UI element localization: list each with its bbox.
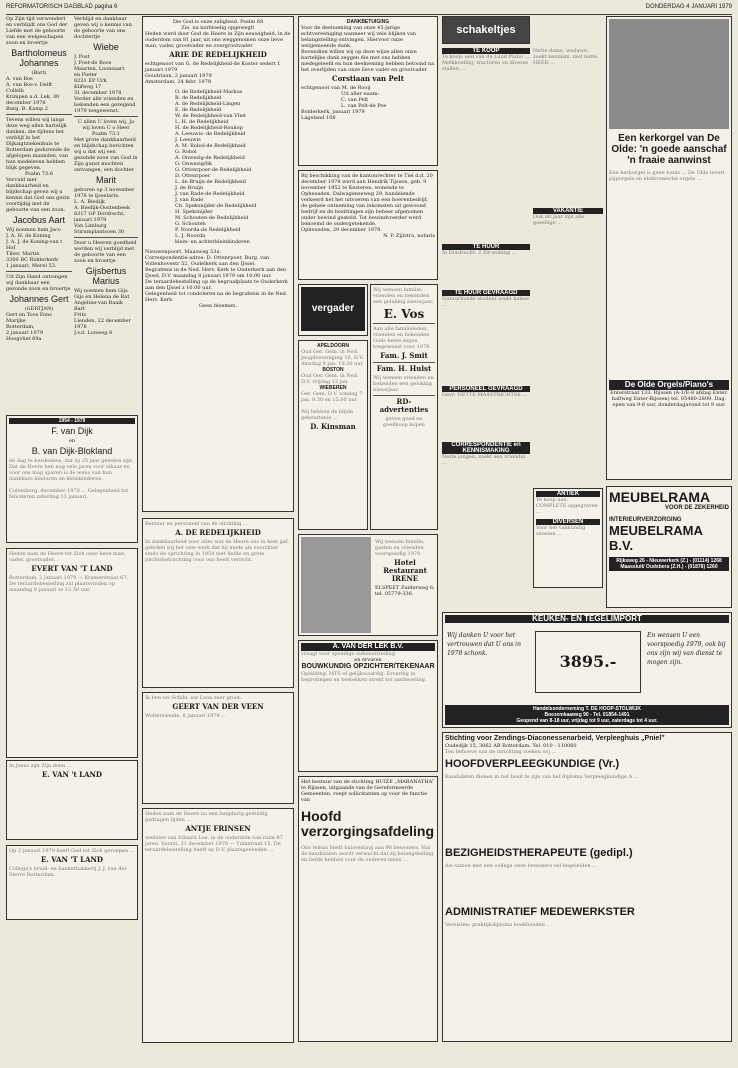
birth-text-3: Door u Heeren goedheid werden wij verblijd met de geboorte van een zoon en broertje: [74, 240, 137, 264]
kinsman-name: D. Kinsman: [310, 422, 356, 431]
obit-family-member: A. M. Robol-de Redelijkheid: [175, 143, 246, 149]
birth-intro: Op Zijn tijd verwondert en verblijdt ons God der Liefde met de geboorte van een welgeschapen zoon en broertje: [6, 16, 68, 46]
birth-nickname: Wij noemen hem Jaco: [6, 227, 61, 233]
irene-address: ELSPEET Zuiderweg 6, tel. 05779-336.: [375, 585, 435, 597]
vanderlek-name: A. VAN DER LEK B.V.: [301, 643, 435, 651]
bouwkundig-title: BOUWKUNDIG OPZICHTER/TEKENAAR: [301, 663, 435, 670]
keuken-thanks: Wij danken U voor het vertrouwen dat U ons in 1978 schonk.: [447, 632, 521, 657]
olde-brand: De Olde Orgels/Piano's: [609, 380, 729, 390]
vacancy-admin: ADMINISTRATIEF MEDEWERKSTER: [445, 906, 635, 918]
geert-name: GEERT VAN DER VEEN: [172, 702, 264, 711]
sec-te-huur: TE HUUR: [442, 244, 530, 250]
obit-family-member: J. de Bruijn: [175, 185, 204, 191]
apeldoorn-heading: APELDOORN: [317, 343, 349, 349]
obit-family-member: L. J. Noorda: [175, 233, 206, 239]
van-t-land-name-2: E. VAN 'T LAND: [41, 855, 103, 864]
birth-column-1: [6, 16, 72, 421]
meubelrama-service: INTERIEURVERZORGING: [609, 517, 682, 523]
paper-name: REFORMATORISCH DAGBLAD pagina 6: [6, 4, 118, 10]
antje-name: ANTJE FRINSEN: [185, 824, 251, 833]
vergader-varia-title: vergader: [301, 287, 365, 331]
obit-family-member: W. de Redelijkheid-van Vliet: [175, 113, 246, 119]
sec-personeel: PERSONEEL GEVRAAGD: [442, 386, 530, 392]
birth-subname: (Bart): [31, 70, 47, 76]
keuken-price: 3895.-: [535, 631, 641, 693]
death-notice-evert: Heden nam de Heere tot Zich onze lieve man, vader, grootvader... EVERT VAN 'T LAND Rotterdam, 2 januari 1979 — Kramerstraat 67. De teraardebestelling zal plaatsvinden op maandag 8 januari te 13.30 uur.: [6, 548, 138, 758]
anniversary-name-2: B. van Dijk-Blokland: [31, 446, 113, 456]
death-notice-van-t-land: In Jezus zijn Zijn doen ... E. VAN 't LAND: [6, 760, 138, 840]
bewind-text: Bij beschikking van de kantonrechter te Tiel d.d. 20 december 1978 werd aan Hendrik Tijssen, geb. 9 november 1952 te Kesteren, wonende te Opheusden, Dalwagenseweg 29, handelende verkeerd het het uitvoeren van een boerenbedrijf, de gehele ontneming van inkomsten uit gewoond bedrijf en de bezittingen zijn beheer afgenomen onder bewind gesteld. Tot bewindvoerder werd benoemd de ondergetekende.: [301, 173, 433, 227]
pniel-address: Oudedijk 15, 3062 AB Rotterdam. Tel. 010 - 110060: [445, 743, 577, 749]
birth-details-2: geboren op 3 november 1978 te Ijsselarts. L. A. Biedijk A. Biedijk-Oostenbeek 8317 GP Dordrecht, januari 1979 Van Limburg Stirumplantsoen 30: [74, 187, 135, 235]
obituary-arie: [142, 16, 294, 512]
thank-note: Tevens willen wij langs deze weg allen hartelijk danken, die tijdens het verblijf in het Dijkzigtziekenhuis te Rotterdam gedurende de afgelopen maanden, van hun medeleven hebben blijk gegeven.: [6, 117, 70, 171]
birth-name-wiebe: Wiebe: [93, 42, 119, 52]
birth-quote: U allen U loven wij, Ja wij loven U o Heer: [77, 119, 135, 131]
birth-psalm: Psalm 73:1: [92, 131, 120, 137]
keuken-address: Boezemkaaweg 90 - Tel. 01854-1491 Geopend van 8-18 uur, vrijdag tot 9 uur, zaterdags tot 4 uur.: [516, 712, 658, 724]
obit-family-member: H. de Redelijkheid-Roukop: [175, 125, 243, 131]
olde-organ-ad: Een kerkorgel van De Olde: 'n goede aanschaf 'n fraaie aanwinst Een kerkorgel is geen fonds ... De Olde levert pijporgels en elektronische orgels ... De Olde Orgels/Piano's Enterstraat 133, Rijssen (A-1/E-8 afslag Enter, halfweg Enter-Rijssen) tel. 05480-2809. Dag. open van 9-6 uur, donderdagavond tot 9 uur.: [606, 16, 732, 480]
obit-family-member: klein- en achterkleinkinderen: [175, 239, 250, 245]
kerkorgel-title: Een kerkorgel van De Olde: 'n goede aanschaf 'n fraaie aanwinst: [611, 133, 727, 166]
vanderlek-ad: A. VAN DER LEK B.V. vraagt voor spoedige indiensttreding en ervaren BOUWKUNDIG OPZICHTER/TEKENAAR Opleiding: MTS of gelijkwaardig. Ervaring in begrotingen en bestekken strekt tot aanbeveling.: [298, 640, 438, 772]
birth-text-2: Met grote dankbaarheid en blijdschap berichten wij u dat wij een gezonde zoon van God in Zijn gunst mochten ontvangen, een dochter: [74, 137, 138, 173]
birth-details-1: J. Post J. Post-de Roos Maarten, Loonsaart en Pieter 8231 EP Urk Klifweg 17 31 december 1978 Verder alle vrienden en bekenden een gezegend 1979 toegewenst.: [74, 54, 136, 114]
obit-family-member: J. Leeuwis: [175, 137, 201, 143]
organ-photo: [609, 19, 729, 129]
birth-subname-3: (GERTJAN): [24, 306, 54, 312]
bewind-location: Opheusden, 29 december 1978.: [301, 227, 382, 233]
sec-te-koop: TE KOOP: [442, 48, 530, 54]
birth-parents-3: Gert en Toos Fons Marijke: [6, 312, 52, 324]
obit-family-member: R. de Redelijkheid: [175, 95, 222, 101]
vacancy-hoofd: HOOFDVERPLEEGKUNDIGE (Vr.): [445, 758, 620, 770]
keuken-ad: [442, 612, 732, 728]
birth-details-3: Wij noemen hem Gijs Gijs en Helena de Rat Angeline-van Baaik Bart Frits Lienden, 22 december 1978 J.v.d. Lonweg 8: [74, 288, 131, 336]
classifieds-column-1: TE KOOP Te koop: een van de Lund Piano ... Melkkoeling, tractoren en diverse stallen ... TE HUUR In Dordrecht: 2 Zit-woning ... TE HUUR GEVRAAGD Natuurkunde student zoekt kamer ... PERSONEEL GEVRAAGD Gevr: NETTE MAASTRICHTSE ... CORRESPONDENTIE en KENNISMAKING Nette jongen, zoekt een vriendin ...: [442, 48, 530, 466]
keuken-wish: En wensen U een voorspoedig 1979, ook bij ons zijn wij van dienst te mogen zijn.: [647, 632, 726, 666]
redelijkheid2-name: A. DE REDELIJKHEID: [175, 528, 261, 537]
maranatha-text: te Rijssen, uitgaande van de Gereformeerde Gemeenten, roept sollicitanten op voor de functie van: [301, 785, 428, 803]
birth-location-2: Tiber, Martin 3300 BC Ridderkerk 1 januari, Merel 53.: [6, 251, 59, 269]
anniversary-name-1: F. van Dijk: [51, 426, 93, 436]
obit-family-member: G. Schouten: [175, 221, 206, 227]
irene-ad: Wij wensen familie, gasten en vrienden voorspoedig 1979 Hotel Restaurant IRENE ELSPEET Zuiderweg 6, tel. 05779-336.: [298, 534, 438, 636]
meubelrama-slogan: VOOR DE ZEKERHEID: [664, 505, 729, 511]
pniel-vacancies: Stichting voor Zendings-Diaconessenarbeid, Verpleeghuis „Pniel” Oudedijk 15, 3062 AB Rotterdam. Tel. 010 - 110060 Ten behoeve van de inrichting zoeken wij ... HOOFDVERPLEEGKUNDIGE (Vr.) Kandidaten dienen in het bezit te zijn van het diploma Verpleegkundige A ... BEZIGHEIDSTHERAPEUTE (gedipl.) die samen met een collega onze bewoners wil begeleiden ... ADMINISTRATIEF MEDEWERKSTER Vereisten: praktijkdiploma boekhouden ...: [442, 732, 732, 1042]
birth-name-marit: Marit: [96, 175, 116, 185]
birth-announcement: Vervuld met dankbaarheid en blijdschap geven wij u kennis dat God ons gezin voortijdig met de geboorte van een zoon.: [6, 177, 70, 213]
obit-family-list: [145, 89, 291, 245]
obit-quote-2: Zie, na korhteelig opgewegt!: [181, 25, 255, 31]
bewind-signature: N. P. Zijlstra, notaris: [383, 233, 435, 239]
dank-location: Bolderkerk, januari 1979 Lageland 108: [301, 109, 365, 121]
obit-family-member: L. H. de Redelijkheid: [175, 119, 229, 125]
obit-name: ARIE DE REDELIJKHEID: [169, 50, 267, 59]
birth-parents-2: J. A. H. de Koning J. A. J. de Koning-van t Hof: [6, 233, 63, 251]
wieberen-heading: WIEBEREN: [319, 385, 347, 391]
dank-signers: Uit aller naam: C. van Pelt L. van Pelt-de Poe: [341, 91, 387, 109]
olde-address: Enterstraat 133, Rijssen (A-1/E-8 afslag Enter, halfweg Enter-Rijssen) tel. 05480-2809. Dag. open van 9-6 uur, donderdagavond tot 9 uur.: [610, 390, 728, 408]
obit-details: echtgenoot van G. de Redelijkheid-de Koster sedert 1 januari 1979 Goudriaan, 2 januari 1979 Amsterdam, 24 febr. 1978: [145, 61, 281, 85]
sec-diversen: DIVERSEN: [536, 519, 600, 525]
obit-family-member: P. Noorda-de Redelijkheid: [175, 227, 241, 233]
meubelrama-title: MEUBELRAMA: [609, 489, 711, 505]
obit-quote: Die God is onze zaligheid. Psalm 68: [172, 19, 264, 25]
birth-column-2: [74, 16, 138, 421]
dankbetuiging: [298, 16, 438, 166]
antiek-section: ANTIEK Te koop aan: COMPLETE opgegraven ... DIVERSEN Voor het vakkundig snoeien ...: [533, 488, 603, 588]
obit-family-member: A. de Redelijkheid-Lingen: [175, 101, 241, 107]
psalm-ref: Psalm 73:8: [25, 171, 53, 177]
dank-text-2: Bovendien willen wij op deze wijze allen onze hartelijke dank zeggen die met ons hebben medegeleefd en hun deelneming hebben betoond na het overlijden van onze lieve vader en grootvader: [301, 49, 435, 73]
boston-heading: BOSTON: [322, 367, 344, 373]
obit-foot: Nieuwenpoort, Maasweg 53a. Correspondentie-adres: D. Ottenrpoer, Burg. van Vollenhovestr 52, Oudelkerk aan den IJssel. Begrafenis in de Ned. Herv. Kerk te Ouderkerk aan den IJssel, D.V. maandag 8 januari 1979 om 10.00 uur. De teraardebestelling op de begraafplaats te Ouderkerk aan den IJssel z 10.00 uur. Gelegenheid tot condoleren na de begrafenis in de Ned. Herv. Kerk: [145, 249, 288, 303]
vacancy-bezig: BEZIGHEIDSTHERAPEUTE (gedipl.): [445, 847, 633, 859]
anniversary-years: 1954 - 1979: [9, 418, 135, 424]
misc-announcements: Wij wensen familie, vrienden en bekenden een gelukkig nieuwjaar. E. Vos Aan alle familieleden, vrienden en bekenden Gods beste zegen toegewenst voor 1979 Fam. J. Smit Fam. H. Hulst Wij wensen vrienden en bekenden een gelukkig nieuwjaar. RD-advertenties geven goed en goedkoop kopen: [370, 284, 438, 530]
birth-parents: A. van Bos A. van Bos-v. Delft Collelb Krimpen a.d. Lek, 30 december 1978 Burg. B. Kamp 2: [6, 76, 60, 112]
birth-text-1: Verblijd en dankbaar geven wij u kennis van de geboorte van ons dochtertje: [74, 16, 132, 40]
sec-correspondentie: CORRESPONDENTIE en KENNISMAKING: [442, 442, 530, 454]
maranatha-org: Het bestuur van de stichting HUIZE „MARANATHA”: [301, 779, 435, 785]
evert-name: EVERT VAN 'T LAND: [31, 564, 113, 573]
meubelrama-address: Rijksweg 26 - Nieuwerkerk (Z.) - (01114) 1268 Maassluit/ Oudsbera (Z.H.) - (01878) 1260: [609, 557, 729, 571]
birth-name-johannes: Johannes Gert: [9, 294, 69, 304]
birth-name-jacobus: Jacobus Aart: [12, 215, 66, 225]
meubelrama-ad: [606, 486, 732, 608]
obit-no-flowers: Geen bloemen.: [198, 303, 237, 309]
obituary-redelijkheid-2: Bestuur en personeel van de stichting ... A. DE REDELIJKHEID In dankbaarheid voor alles wat de Heere ons in hem gaf, geleden wij het vele werk dat hij mede als voorzitter sinds de oprichting in 1954 met liefde en grote plichtsbetrachting voor ons heeft verricht.: [142, 518, 294, 688]
birth-announcement-3: Uit Zijn Hand ontvingen wij dankbaar een gezonde zoon en broertje: [6, 274, 71, 292]
hulst-name: Fam. H. Hulst: [376, 364, 432, 373]
dank-spouse: echtgenoot van M. de Rooij: [301, 85, 371, 91]
keuken-company: Handelsonderneming T. DE HOOP-STOLWIJK: [533, 706, 641, 712]
sec-te-huur-gevraagd: TE HUUR GEVRAAGD: [442, 290, 530, 296]
obit-family-member: J. van Rade-de Redelijkheid: [175, 191, 245, 197]
bouwkundig-sub: en ervaren: [354, 657, 382, 663]
obit-family-member: A. Onwezig-de Redelijkheid: [175, 155, 245, 161]
obit-family-member: D. Ottenrpoer: [175, 173, 211, 179]
schakeltjes-banner: [442, 16, 530, 44]
obit-family-member: A. Leeuwis- de Redelijkheid: [175, 131, 246, 137]
page-header: [6, 4, 732, 15]
meubelrama-bv: MEUBELRAMA B.V.: [609, 523, 703, 553]
obit-family-member: O. de Redelijkheid-Markus: [175, 89, 243, 95]
anniversary-box: 1954 - 1979 F. van Dijk en B. van Dijk-Blokland de dag te herdenken, dat zij 25 jaar geleden zijn. Dat de Heere hen nog vele jaren voor elkaar en voor ons mag sparen is de wens van hun dankbare kinderen en kleinkinderen. Culemborg, december 1978 ... Gelegenheid tot feliciteren zaterdag 13 januari.: [6, 415, 138, 543]
obituary-antje: Heden nam de Heere na een langdurig geduldig gedragen lijden ... ANTJE FRINSEN weduwe van Eduard Loe, in de ouderdom van ruim 87 jaren. Voorst, 21 december 1978 — Tuinstraat 15. De teraardebestelling heeft op D.V. plaatsgevonden ...: [142, 808, 294, 1043]
irene-photo: [301, 537, 371, 633]
death-notice-van-t-land-2: Op 2 januari 1979 heeft God tot Zich geroepen ... E. VAN 'T LAND Collega's bruid- en bankethakkerij J. J. van der Sterre Rotterdam.: [6, 845, 138, 920]
obit-family-member: J. van Bade: [175, 197, 204, 203]
schakeltjes-logo: schakeltjes: [456, 24, 516, 36]
dank-text-1: Voor de deelneming van onze 45-jarige echtvereeniging wanneer wij vele blijken van belangstelling ontvingen. Hiervoor onze welgemeende dank.: [301, 25, 417, 49]
maranatha-title: Hoofd verzorgingsafdeling: [301, 808, 435, 839]
rd-ads: RD-advertenties: [379, 397, 429, 414]
obituary-geert: Ik ben uw Schild, uw Loon zeer groot. GEERT VAN DER VEEN Woltersweide, 8 januari 1979 ...: [142, 692, 294, 804]
smit-name: Fam. J. Smit: [380, 351, 428, 360]
obit-family-member: G. Robol: [175, 149, 197, 155]
keuken-title: KEUKEN- EN TEGELIMPORT: [445, 615, 729, 623]
pniel-name: Stichting voor Zendings-Diaconessenarbeid, Verpleeghuis „Pniel”: [445, 735, 665, 742]
vergader-listings: APELDOORN Oud Ger. Gem. in Ned. Jeugdvereniging 16, D.V. dinsdag 9 jan. 19.30 uur BOSTON Oud Ger. Gem. in Ned. D.V. vrijdag 12 jan. WIEBEREN Ger. Gem. D.V. zondag 7 jan. 9.30 en 15.00 uur Wij hebben de blijde gebeurtenis ... D. Kinsman: [298, 340, 368, 530]
birth-name-bart: Bartholomeus Johannes: [11, 48, 67, 68]
evos-name: E. Vos: [383, 307, 425, 321]
sec-vakantie: VAKANTIE: [533, 208, 603, 214]
van-t-land-name: E. VAN 't LAND: [42, 770, 102, 779]
vergader-varia-logo: [298, 284, 368, 336]
obit-family-member: H. Speksnijder: [175, 209, 213, 215]
obit-family-member: M. Schouten-de Redelijkheid: [175, 215, 249, 221]
classifieds-column-2: Nette dame, weduwe, zoekt kennism. met nette HEER ... VAKANTIE Ook dit jaar zijn alle gezellige ...: [533, 48, 603, 428]
dank-title: DANKBETUIGING: [346, 19, 390, 25]
paper-date: DONDERDAG 4 JANUARI 1979: [645, 4, 732, 10]
birth-location-3: Rotterdam, 2 januari 1979 Hoogvliet 69a: [6, 324, 44, 342]
obit-family-member: G. Ottenrpoer-de Redelijkheid: [175, 167, 252, 173]
obit-family-member: E. de Redelijkheid: [175, 107, 222, 113]
obit-family-member: Ch. Speksnijder-de Redelijkheid: [175, 203, 257, 209]
bewind-notice: [298, 170, 438, 280]
obit-family-member: L. de Bruijn-de Redelijkheid: [175, 179, 246, 185]
birth-name-gijsbertus: Gijsbertus Marius: [85, 266, 127, 286]
obit-intro: Heden werd door God de Heere in Zijn eeuwigheid, in de ouderdom van 81 jaar, uit ons weggenomen onze lieve man, vader, grootvader en overgrootvader: [145, 31, 291, 49]
irene-name: Hotel Restaurant IRENE: [383, 558, 427, 583]
sec-antiek: ANTIEK: [536, 491, 600, 497]
dank-name: Corstiaan van Pelt: [332, 74, 404, 83]
maranatha-ad: Het bestuur van de stichting HUIZE „MARANATHA” te Rijssen, uitgaande van de Gereformeerde Gemeenten, roept sollicitanten op voor de functie van Hoofd verzorgingsafdeling Ons tehuis biedt huisvesting aan 96 bewoners. Van de kandidaten wordt verwacht dat zij belangstelling en liefde hebben voor de ouderen mens ...: [298, 776, 438, 1042]
obit-family-member: G. Onwezig/lik: [175, 161, 212, 167]
